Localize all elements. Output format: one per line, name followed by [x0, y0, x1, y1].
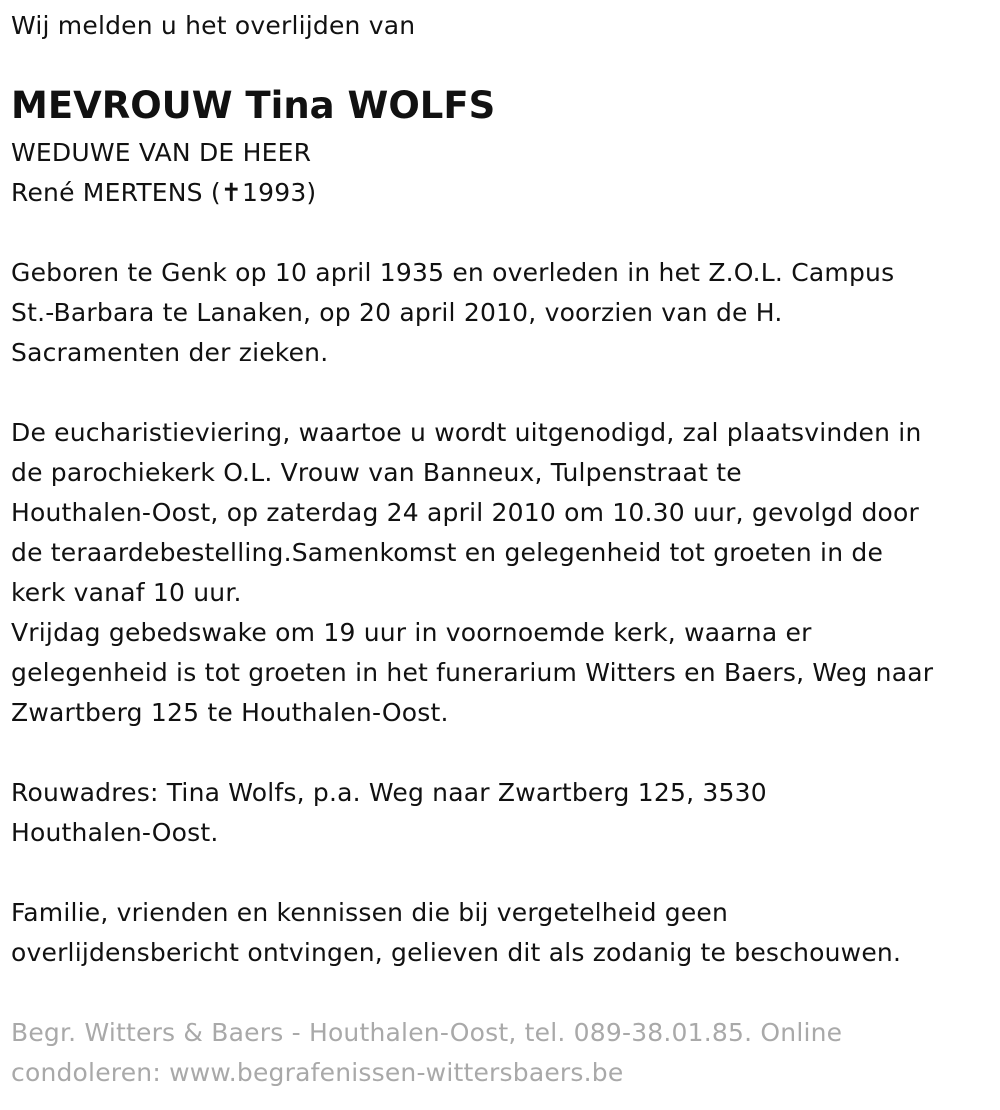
footer-line: condoleren: www.begrafenissen-wittersbaers.be [11, 1058, 624, 1087]
paragraph-line: kerk vanaf 10 uur. [11, 578, 242, 607]
funeral-home-footer [11, 1013, 842, 1093]
paragraph-line: de teraardebestelling.Samenkomst en gelegenheid tot groeten in de [11, 538, 884, 567]
widow-of-block [11, 133, 316, 213]
paragraph-line: Familie, vrienden en kennissen die bij vergetelheid geen [11, 898, 729, 927]
paragraph-line: Sacramenten der zieken. [11, 338, 329, 367]
mourning-address-paragraph [11, 773, 767, 853]
paragraph-line: de parochiekerk O.L. Vrouw van Banneux, Tulpenstraat te [11, 458, 742, 487]
paragraph-line: gelegenheid is tot groeten in het funerarium Witters en Baers, Weg naar [11, 658, 934, 687]
birth-death-paragraph [11, 253, 894, 373]
paragraph-line: De eucharistieviering, waartoe u wordt uitgenodigd, zal plaatsvinden in [11, 418, 922, 447]
intro-text: Wij melden u het overlijden van [11, 11, 416, 40]
paragraph-line: Zwartberg 125 te Houthalen-Oost. [11, 698, 449, 727]
closing-paragraph [11, 893, 901, 973]
deceased-name: MEVROUW Tina WOLFS [11, 84, 496, 127]
paragraph-line: overlijdensbericht ontvingen, gelieven dit als zodanig te beschouwen. [11, 938, 902, 967]
paragraph-line: Geboren te Genk op 10 april 1935 en overleden in het Z.O.L. Campus [11, 258, 895, 287]
paragraph-line: Houthalen-Oost. [11, 818, 219, 847]
spouse-name-line: René MERTENS (✝1993) [11, 178, 317, 207]
widow-of-line: WEDUWE VAN DE HEER [11, 138, 312, 167]
paragraph-line: Houthalen-Oost, op zaterdag 24 april 2010 om 10.30 uur, gevolgd door [11, 498, 919, 527]
paragraph-line: Rouwadres: Tina Wolfs, p.a. Weg naar Zwartberg 125, 3530 [11, 778, 767, 807]
paragraph-line: Vrijdag gebedswake om 19 uur in voornoemde kerk, waarna er [11, 618, 812, 647]
footer-line: Begr. Witters & Baers - Houthalen-Oost, tel. 089-38.01.85. Online [11, 1018, 843, 1047]
paragraph-line: St.-Barbara te Lanaken, op 20 april 2010, voorzien van de H. [11, 298, 783, 327]
ceremony-paragraph [11, 413, 933, 733]
